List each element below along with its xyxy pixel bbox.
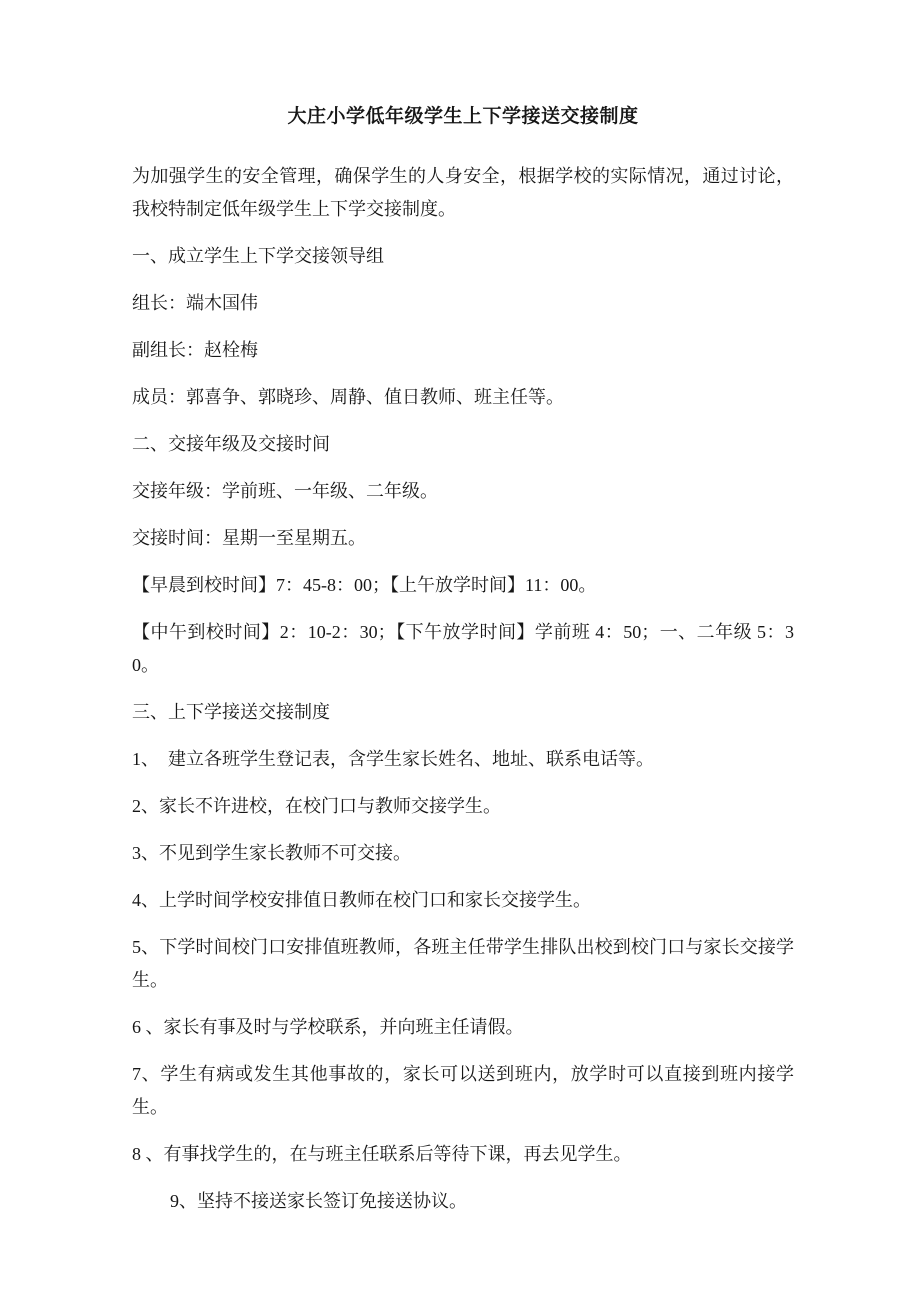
line-members: 成员：郭喜争、郭晓珍、周静、值日教师、班主任等。 — [132, 387, 564, 407]
line-morning-schedule: 【早晨到校时间】7：45-8：00；【上午放学时间】11：00。 — [132, 575, 597, 595]
section-2-heading: 二、交接年级及交接时间 — [132, 434, 330, 454]
rule-item-3: 3、不见到学生家长教师不可交接。 — [132, 843, 411, 863]
rule-item-2: 2、家长不许进校，在校门口与教师交接学生。 — [132, 796, 501, 816]
rule-item-7: 7、学生有病或发生其他事故的，家长可以送到班内，放学时可以直接到班内接学生。 — [132, 1064, 794, 1117]
rule-item-6: 6 、家长有事及时与学校联系，并向班主任请假。 — [132, 1017, 524, 1037]
line-noon-schedule: 【中午到校时间】2：10-2：30；【下午放学时间】学前班 4：50；一、二年级 5：30。 — [132, 622, 794, 675]
rule-item-1: 1、 建立各班学生登记表，含学生家长姓名、地址、联系电话等。 — [132, 749, 654, 769]
rule-item-5: 5、下学时间校门口安排值班教师，各班主任带学生排队出校到校门口与家长交接学生。 — [132, 937, 794, 990]
rule-item-8: 8 、有事找学生的，在与班主任联系后等待下课，再去见学生。 — [132, 1144, 632, 1164]
line-handover-days: 交接时间：星期一至星期五。 — [132, 528, 366, 548]
section-3-heading: 三、上下学接送交接制度 — [132, 702, 330, 722]
line-handover-grades: 交接年级：学前班、一年级、二年级。 — [132, 481, 438, 501]
document-title: 大庄小学低年级学生上下学接送交接制度 — [287, 106, 639, 127]
line-group-leader: 组长：端木国伟 — [132, 293, 258, 313]
rule-item-9: 9、坚持不接送家长签订免接送协议。 — [170, 1191, 467, 1211]
intro-paragraph: 为加强学生的安全管理，确保学生的人身安全，根据学校的实际情况，通过讨论，我校特制定低年级学生上下学交接制度。 — [132, 166, 794, 219]
line-deputy-leader: 副组长：赵栓梅 — [132, 340, 258, 360]
rule-item-4: 4、上学时间学校安排值日教师在校门口和家长交接学生。 — [132, 890, 591, 910]
section-1-heading: 一、成立学生上下学交接领导组 — [132, 246, 384, 266]
